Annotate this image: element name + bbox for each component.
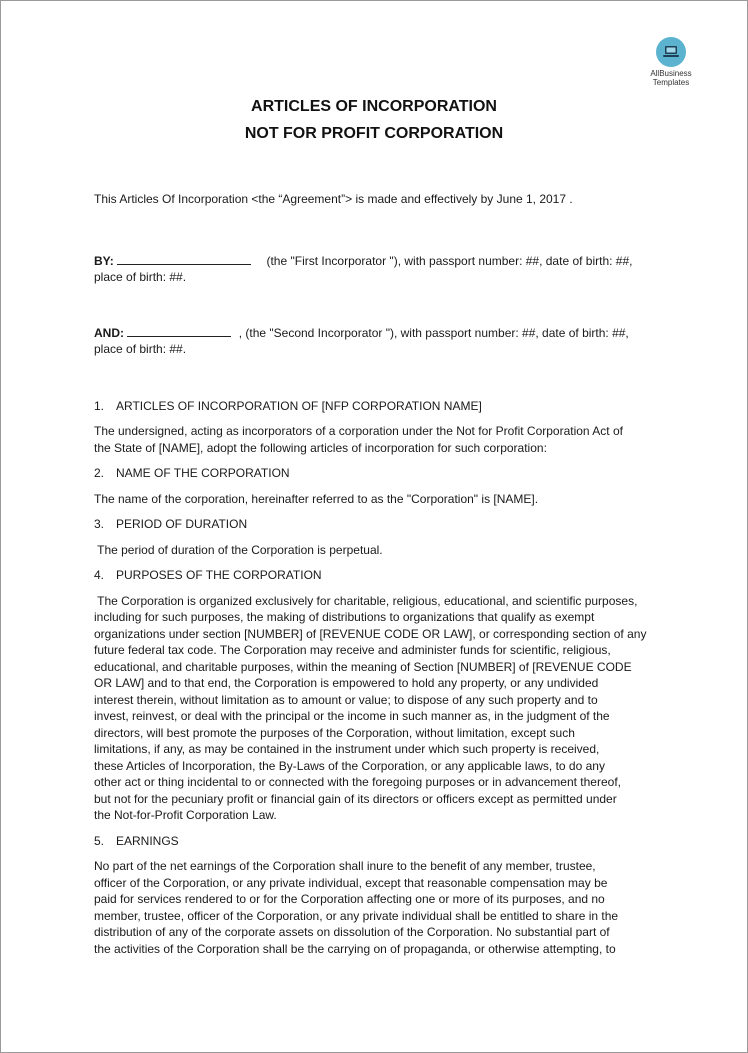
body-line: invest, reinvest, or deal with the principal or the income in such manner as, in the judgment of the (94, 709, 610, 723)
body-line: these Articles of Incorporation, the By-Laws of the Corporation, or any applicable laws, to do any (94, 758, 605, 773)
second-incorporator-text: (the "Second Incorporator "), with passport number: ##, date of birth: ##, (245, 325, 629, 340)
body-line: including for such purposes, the making of distributions to organizations that qualify as exempt (94, 610, 595, 624)
body-line: the Not-for-Profit Corporation Law. (94, 808, 277, 822)
body-line: the activities of the Corporation shall be the carrying on of propaganda, or otherwise attempting, to (94, 941, 616, 956)
body-line: other act or thing incidental to or connected with the foregoing purposes or in advancement thereof, (94, 775, 621, 789)
second-incorporator-clause: AND: , (the "Second Incorporator "), with passport number: ##, date of birth: ##, place of birth: ##. (94, 324, 654, 358)
body-line: paid for services rendered to or for the Corporation affecting one or more of its purposes, and no (94, 892, 605, 906)
section-heading (94, 516, 654, 533)
body-line: directors, will best promote the purposes of the Corporation, without limitation, except such (94, 725, 575, 740)
sections-list (94, 398, 654, 958)
first-incorporator-birthplace: place of birth: ##. (94, 270, 187, 284)
laptop-icon (656, 37, 686, 67)
section-body (94, 542, 654, 559)
first-incorporator-clause (94, 252, 654, 286)
body-line: The Corporation is organized exclusively for charitable, religious, educational, and scientific purposes, (94, 593, 638, 608)
body-line: No part of the net earnings of the Corporation shall inure to the benefit of any member, trustee, (94, 859, 596, 873)
first-incorporator-blank (117, 252, 251, 265)
section-1 (94, 398, 654, 457)
second-incorporator-blank (127, 324, 231, 337)
section-body (94, 593, 654, 824)
body-line: future federal tax code. The Corporation may receive and administer funds for scientific, religious, (94, 643, 611, 657)
section-number: 2. (94, 466, 105, 480)
document-subtitle: NOT FOR PROFIT CORPORATION (244, 125, 504, 142)
section-2 (94, 465, 654, 507)
section-heading (94, 567, 654, 584)
and-label: AND: (94, 325, 124, 340)
section-number: 4. (94, 568, 105, 582)
body-line: officer of the Corporation, or any private individual, except that reasonable compensation may be (94, 875, 608, 890)
brand-logo (641, 37, 701, 87)
body-line: member, trustee, officer of the Corporation, or any private individual shall be entitled to share in the (94, 908, 619, 923)
section-number: 5. (94, 833, 105, 848)
body-line: The undersigned, acting as incorporators of a corporation under the Not for Profit Corporation Act of (94, 424, 623, 438)
section-heading (94, 465, 654, 482)
section-4 (94, 567, 654, 824)
by-label: BY: (94, 253, 114, 268)
section-5 (94, 833, 654, 958)
brand-name: AllBusiness Templates (650, 69, 692, 87)
section-body (94, 491, 654, 508)
body-line: the State of [NAME], adopt the following articles of incorporation for such corporation: (94, 440, 547, 455)
section-3 (94, 516, 654, 558)
document-title: ARTICLES OF INCORPORATION (251, 98, 497, 115)
section-title: PERIOD OF DURATION (116, 517, 248, 531)
intro-paragraph: This Articles Of Incorporation <the “Agreement”> is made and effectively by June 1, 2017 . (94, 192, 573, 206)
section-body (94, 423, 654, 456)
first-incorporator-text: (the "First Incorporator "), with passport number: ##, date of birth: ##, (266, 253, 633, 268)
document-body (94, 191, 654, 966)
section-title: PURPOSES OF THE CORPORATION (116, 568, 322, 582)
second-incorporator-birthplace: place of birth: ##. (94, 342, 187, 356)
section-title: ARTICLES OF INCORPORATION OF [NFP CORPORATION NAME] (116, 398, 482, 413)
section-body (94, 858, 654, 957)
section-title: EARNINGS (116, 833, 179, 848)
section-number: 1. (94, 398, 105, 413)
body-line: but not for the pecuniary profit or financial gain of its directors or officers except as permitted under (94, 791, 617, 806)
section-heading (94, 833, 654, 850)
body-line: limitations, if any, as may be contained in the instrument under which such property is received, (94, 742, 600, 756)
body-line: The period of duration of the Corporation is perpetual. (94, 542, 383, 557)
body-line: organizations under section [NUMBER] of [REVENUE CODE OR LAW], or corresponding section of any (94, 626, 647, 641)
section-number: 3. (94, 517, 105, 531)
section-title: NAME OF THE CORPORATION (116, 466, 290, 480)
body-line: The name of the corporation, hereinafter referred to as the "Corporation" is [NAME]. (94, 491, 539, 506)
body-line: OR LAW] and to that end, the Corporation is empowered to hold any property, or any undivided (94, 676, 599, 690)
body-line: distribution of any of the corporate assets on dissolution of the Corporation. No substantial part of (94, 925, 610, 939)
section-heading (94, 398, 654, 415)
body-line: educational, and charitable purposes, within the meaning of Section [NUMBER] of [REVENUE CODE (94, 659, 632, 674)
body-line: interest therein, without limitation as to amount or value; to dispose of any such property and to (94, 692, 598, 707)
